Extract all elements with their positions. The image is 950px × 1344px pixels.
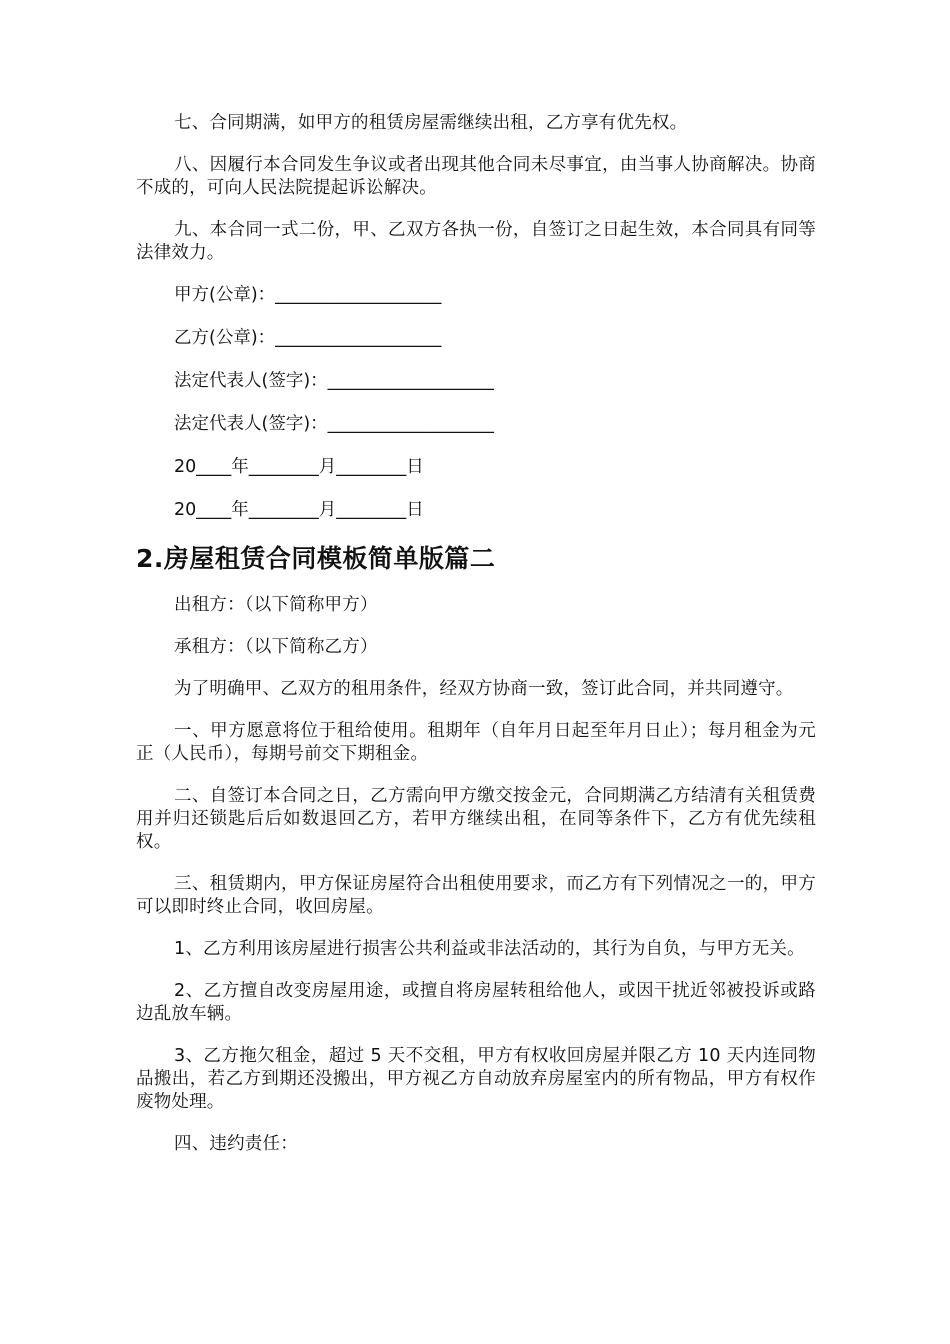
clause-4: 四、违约责任：: [174, 1134, 298, 1154]
legal-rep-signature-line-2: 法定代表人(签字)：___________________: [174, 414, 494, 434]
clause-8: 八、因履行本合同发生争议或者出现其他合同未尽事宜，由当事人协商解决。协商不成的，可向人民法院提起诉讼解决。: [136, 155, 816, 198]
legal-rep-signature-line-1: 法定代表人(签字)：___________________: [174, 371, 494, 391]
clause-9: 九、本合同一式二份，甲、乙双方各执一份，自签订之日起生效，本合同具有同等法律效力。: [136, 220, 816, 263]
clause-3: 三、租赁期内，甲方保证房屋符合出租使用要求，而乙方有下列情况之一的，甲方可以即时终止合同，收回房屋。: [136, 874, 816, 917]
lessor-line: 出租方：（以下简称甲方）: [174, 595, 378, 615]
sub-clause-3: 3、乙方拖欠租金，超过 5 天不交租，甲方有权收回房屋并限乙方 10 天内连同物品搬出，若乙方到期还没搬出，甲方视乙方自动放弃房屋室内的所有物品，甲方有权作废物处理。: [136, 1046, 816, 1112]
sub-clause-1: 1、乙方利用该房屋进行损害公共利益或非法活动的，其行为自负，与甲方无关。: [174, 939, 805, 959]
party-b-seal-line: 乙方(公章)：___________________: [174, 328, 442, 348]
document-page: [136, 112, 816, 1175]
date-line-2: 20____年________月________日: [174, 500, 424, 520]
section-heading: 2.房屋租赁合同模板简单版篇二: [136, 544, 496, 573]
sub-clause-2: 2、乙方擅自改变房屋用途，或擅自将房屋转租给他人，或因干扰近邻被投诉或路边乱放车辆。: [136, 981, 816, 1024]
party-a-seal-line: 甲方(公章)：___________________: [174, 285, 442, 305]
date-line-1: 20____年________月________日: [174, 457, 424, 477]
clause-2: 二、自签订本合同之日，乙方需向甲方缴交按金元，合同期满乙方结清有关租赁费用并归还锁匙后后如数退回乙方，若甲方继续出租，在同等条件下，乙方有优先续租权。: [136, 786, 816, 852]
clause-1: 一、甲方愿意将位于租给使用。租期年（自年月日起至年月日止）；每月租金为元正（人民币），每期号前交下期租金。: [136, 721, 816, 764]
preamble: 为了明确甲、乙双方的租用条件，经双方协商一致，签订此合同，并共同遵守。: [174, 679, 794, 699]
lessee-line: 承租方：（以下简称乙方）: [174, 637, 378, 657]
clause-7: 七、合同期满，如甲方的租赁房屋需继续出租，乙方享有优先权。: [174, 113, 688, 133]
